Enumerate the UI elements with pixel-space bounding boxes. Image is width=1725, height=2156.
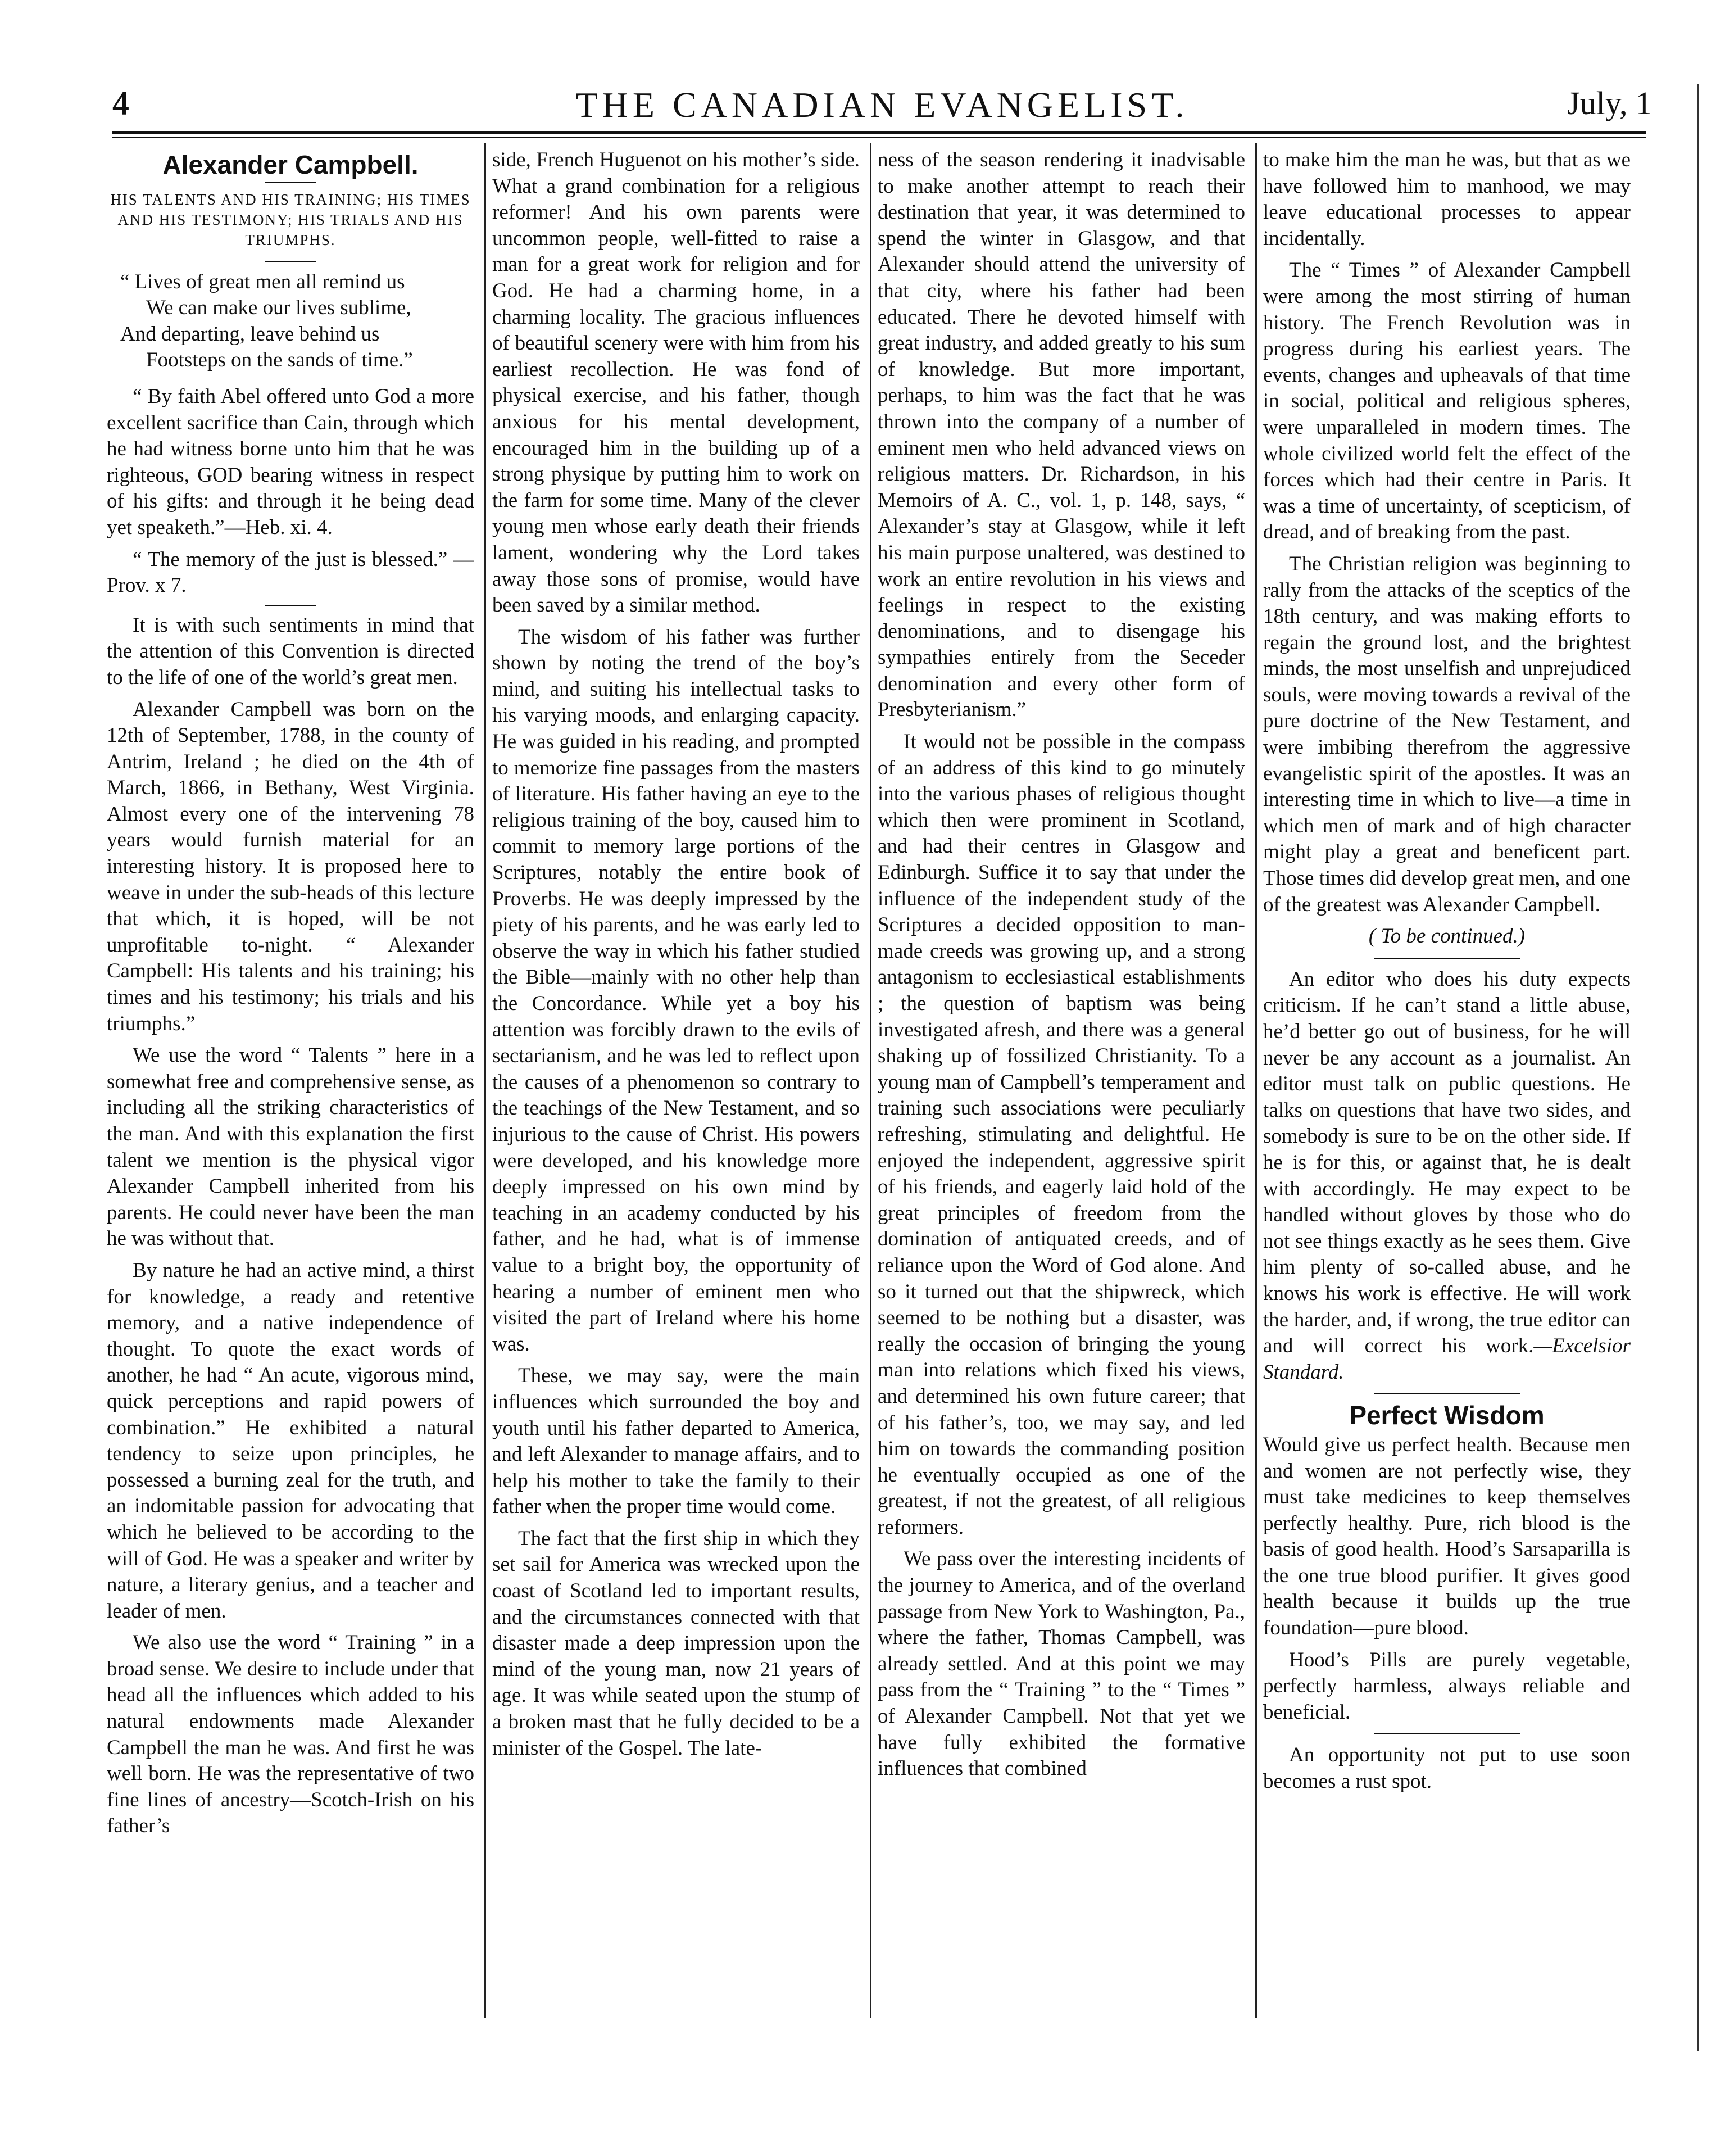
editor-paragraph [1263,967,1631,1386]
section-title-perfect-wisdom: Perfect Wisdom [1349,1401,1545,1430]
article-title: Alexander Campbell. [162,150,419,179]
paragraph: We pass over the interesting incidents of the journey to America, and of the overland passage from New York to Washington, Pa., where the father, Thomas Campbell, was already settled. And at this point we may pass from the “ Training ” to the “ Times ” of Alexander Campbell. Not that yet we have fully exhibited the formative influences that combined [878,1547,1245,1781]
poem-line: “ Lives of great men all remind us [120,270,405,293]
to-be-continued: ( To be continued.) [1368,925,1526,948]
paragraph: We use the word “ Talents ” here in a somewhat free and comprehensive sense, as including all the striking characteristics of the man. And with this explanation the first talent we mention is the physical vigor Alexander Campbell inherited from his parents. He could never have been the man he was without that. [107,1044,474,1251]
issue-date: July, 1 [1567,85,1652,121]
divider [1374,1393,1520,1394]
header-rule [112,131,1646,134]
paragraph: ness of the season rendering it inadvisable to make another attempt to reach their destination that year, it was determined to spend the winter in Glasgow, and that Alexander should attend the university of that city, where his father had been educated. There he devoted himself with great industry, and added greatly to his sum of knowledge. But more important, perhaps, to him was the fact that he was thrown into the company of a number of eminent men who held advanced views on religious matters. Dr. Richardson, in his Memoirs of A. C., vol. 1, p. 148, says, “ Alexander’s stay at Glasgow, while it left his main purpose unaltered, was destined to work an entire revolution in his views and feelings in respect to the existing denominations, and to disengage his sympathies entirely from the Seceder denomination and every other form of Presbyterianism.” [878,148,1245,722]
paragraph: Alexander Campbell was born on the 12th of September, 1788, in the county of Antrim, Ireland ; he died on the 4th of March, 1866, in Bethany, West Virginia. Almost every one of the intervening 78 years would furnish material for an interesting history. It is proposed here to weave in under the sub-heads of this lecture that which, it is hoped, will be not unprofitable to-night. “ Alexander Campbell: His talents and his training; his times and his testimony; his trials and his triumphs.” [107,697,474,1035]
paragraph: The Christian religion was beginning to rally from the attacks of the sceptics of the 18th century, and was making efforts to regain the ground lost, and the brightest minds, the most unselfish and unprejudiced souls, were moving towards a revival of the pure doctrine of the New Testament, and were imbibing therefrom the aggressive evangelistic spirit of the apostles. It was an interesting time in which to live—a time in which men of mark and of high character might play a great and beneficent part. Those times did develop great men, and one of the greatest was Alexander Campbell. [1263,552,1631,916]
closing-line: An opportunity not put to use soon becomes a rust spot. [1263,1743,1631,1793]
editor-text: An editor who does his duty expects criticism. If he can’t stand a little abuse, he’d better go out of business, for he will never be any account as a journalist. An editor must talk on public questions. He talks on questions that have two sides, and somebody is sure to be on the other side. If he is for this, or against that, he is dealt with accordingly. He may expect to be handled without gloves by those who do not see things exactly as he sees them. Give him plenty of so-called abuse, and he knows his work is effective. He will work the harder, and, if wrong, the true editor can and will correct his work. [1263,967,1631,1358]
poem-line: And departing, leave behind us [120,322,380,346]
column-divider [1255,143,1257,2018]
column-4 [1263,147,1631,2013]
page-number: 4 [112,85,129,122]
paragraph: It is with such sentiments in mind that the attention of this Convention is directed to the life of one of the world’s great men. [107,613,474,689]
paragraph: The fact that the first ship in which they set sail for America was wrecked upon the coast of Scotland led to important results, and the circumstances connected with that disaster made a deep impression upon the mind of the young man, now 21 years of age. It was while seated upon the stump of a broken mast that he fully decided to be a minister of the Gospel. The late- [492,1527,860,1760]
paragraph: These, we may say, were the main influences which surrounded the boy and youth until his father departed to America, and left Alexander to manage affairs, and to help his mother to take the family to their father when the proper time would come. [492,1364,860,1519]
epigraph-quote: “ The memory of the just is blessed.” —Prov. x 7. [107,547,474,597]
column-2 [492,147,860,2013]
divider [265,182,316,183]
paragraph: side, French Huguenot on his mother’s side. What a grand combination for a religious reformer! And his own parents were uncommon people, well-fitted to raise a man for a great work for religion and for God. He had a charming home, in a charming locality. The gracious influences of beautiful scenery were with him from his earliest recollection. He was fond of physical exercise, and his father, though anxious for his mental development, encouraged him in the building up of a strong physique by putting him to work on the farm for some time. Many of the clever young men whose early death their friends lament, wondering why the Lord takes away those sons of promise, would have been saved by a similar method. [492,148,860,617]
paragraph: The “ Times ” of Alexander Campbell were among the most stirring of human history. The French Revolution was in progress during his earliest years. The events, changes and upheavals of that time in social, political and religious spheres, were unparalleled in modern times. The whole civilized world felt the effect of the forces which had their centre in Paris. It was a time of uncertainty, of scepticism, of dread, and of breaking from the past. [1263,259,1631,544]
page-header [112,84,1652,129]
paragraph: Would give us perfect health. Because men and women are not perfectly wise, they must take medicines to keep themselves perfectly healthy. Pure, rich blood is the basis of good health. Hood’s Sarsaparilla is the one true blood purifier. It gives good health because it builds up the true foundation—pure blood. [1263,1433,1631,1640]
divider [1374,958,1520,959]
masthead: THE CANADIAN EVANGELIST. [575,85,1189,125]
divider [1374,1733,1520,1734]
divider [265,261,316,262]
header-rule-thin [112,137,1646,138]
paragraph: By nature he had an active mind, a thirst for knowledge, a ready and retentive memory, and a native independence of thought. To quote the exact words of another, he had “ An acute, vigorous mind, quick perceptions and rapid powers of combination.” He exhibited a natural tendency to seize upon principles, he possessed a burning zeal for the truth, and an indomitable passion for advocating that which he believed to be according to the will of God. He was a speaker and writer by nature, a literary genius, and a teacher and leader of men. [107,1258,474,1623]
epigraph-quote: “ By faith Abel offered unto God a more excellent sacrifice than Cain, through which he had witness borne unto him that he was righteous, GOD bearing witness in respect of his gifts: and through it he being dead yet speaketh.”—Heb. xi. 4. [107,384,474,539]
divider [265,605,316,606]
column-3 [878,147,1245,2013]
page-edge-line [1697,84,1699,2051]
paragraph: The wisdom of his father was further shown by noting the trend of the boy’s mind, and suiting his intellectual tasks to his varying moods, and enlarging capacity. He was guided in his reading, and prompted to memorize fine passages from the masters of literature. His father having an eye to the religious training of the boy, caused him to commit to memory large portions of the Scriptures, notably the entire book of Proverbs. He was deeply impressed by the piety of his parents, and he was early led to observe the way in which his father studied the Bible—mainly with no other help than the Concordance. While yet a boy his attention was forcibly drawn to the evils of sectarianism, and he was led to reflect upon the causes of a phenomenon so contrary to the teachings of the New Testament, and so injurious to the cause of Christ. His powers were developed, and his knowledge more deeply impressed on his own mind by teaching in an academy conducted by his father, and he had, what is of immense value to a bright boy, the opportunity of hearing a number of eminent men who visited the part of Ireland where his home was. [492,625,860,1356]
poem-line: Footsteps on the sands of time.” [146,348,413,372]
column-1 [107,147,474,2013]
paragraph: Hood’s Pills are purely vegetable, perfectly harmless, always reliable and beneficial. [1263,1648,1631,1724]
editor-source: —Excelsior Standard. [1263,1334,1631,1384]
paragraph: It would not be possible in the compass of an address of this kind to go minutely into the various phases of religious thought which then were prominent in Scotland, and had their centres in Glasgow and Edinburgh. Suffice it to say that under the influence of the independent study of the Scriptures a decided opposition to man-made creeds was growing up, and a strong antagonism to ecclesiastical establishments ; the question of baptism was being investigated afresh, and there was a general shaking up of fossilized Christianity. To a young man of Campbell’s temperament and training such associations were peculiarly refreshing, stimulating and delightful. He enjoyed the independent, aggressive spirit of his friends, and eagerly laid hold of the great principles of freedom from the domination of antiquated creeds, and of reliance upon the Word of God alone. And so it turned out that the shipwreck, which seemed to be nothing but a disaster, was really the occasion of bringing the young man into relations which fixed his views, and determined his own future career; that of his father’s, too, we may say, and led him on towards the commanding position he eventually occupied as one of the greatest, if not the greatest, of all religious reformers. [878,730,1245,1539]
article-subtitle: HIS TALENTS AND HIS TRAINING; HIS TIMES AND HIS TESTIMONY; HIS TRIALS AND HIS TRIUMPHS. [110,191,471,248]
paragraph: We also use the word “ Training ” in a broad sense. We desire to include under that head all the influences which added to his natural endowments made Alexander Campbell the man he was. And first he was well born. He was the representative of two fine lines of ancestry—Scotch-Irish on his father’s [107,1631,474,1838]
epigraph-poem [120,269,474,374]
poem-line: We can make our lives sublime, [146,296,411,320]
paragraph: to make him the man he was, but that as we have followed him to manhood, we may leave educational processes to appear incidentally. [1263,148,1631,250]
column-divider [484,143,486,2018]
column-divider [870,143,871,2018]
